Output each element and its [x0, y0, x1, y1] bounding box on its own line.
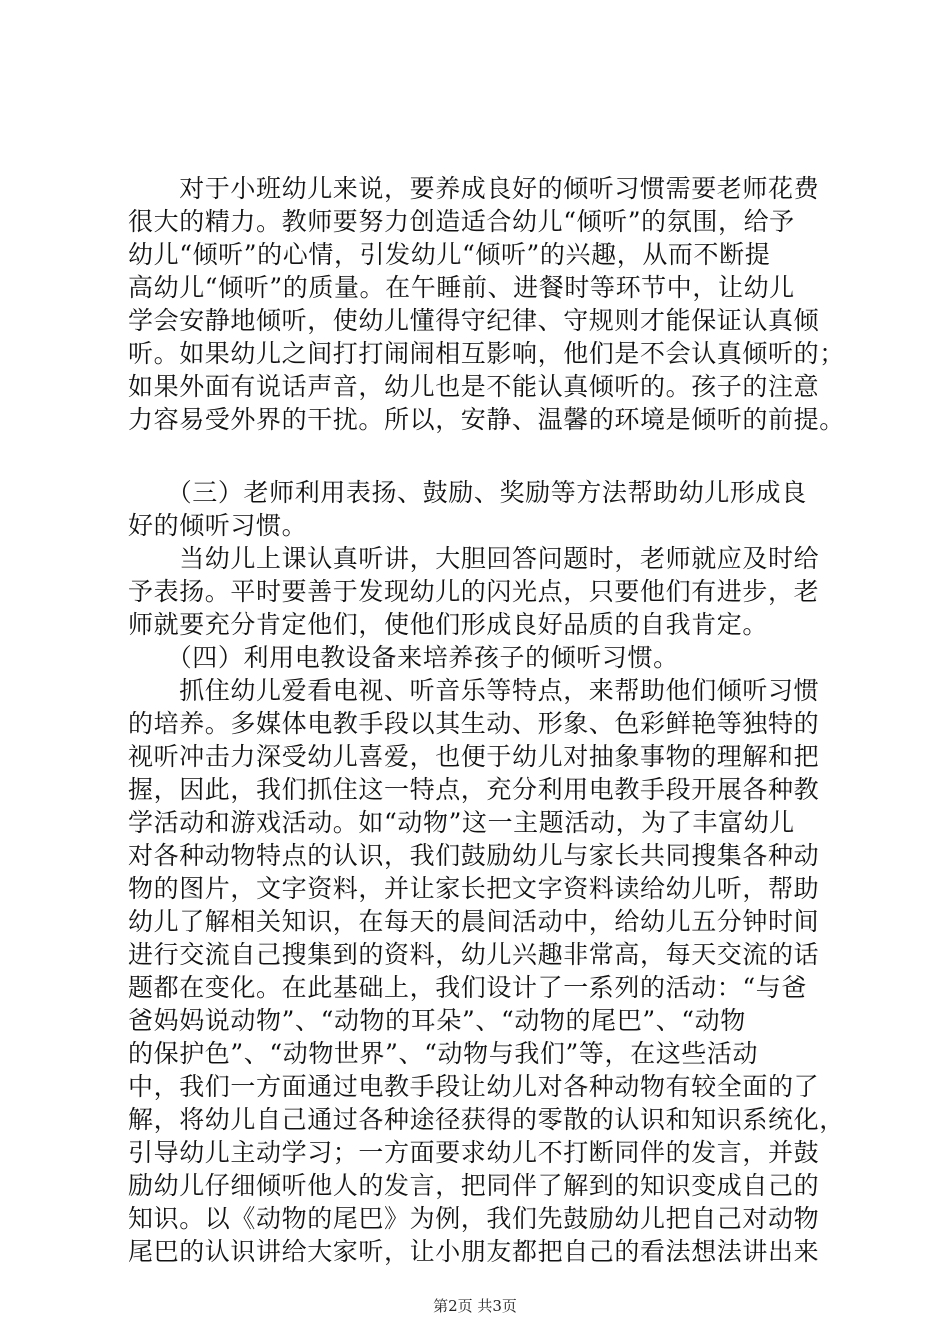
text-line: 师就要充分肯定他们，使他们形成良好品质的自我肯定。: [128, 610, 769, 639]
text-line: 幼儿“倾听”的心情，引发幼儿“倾听”的兴趣，从而不断提: [128, 240, 771, 269]
text-line: 知识。以《动物的尾巴》为例，我们先鼓励幼儿把自己对动物: [128, 1204, 820, 1233]
text-line: 引导幼儿主动学习；一方面要求幼儿不打断同伴的发言，并鼓: [128, 1138, 820, 1167]
text-line: 题都在变化。在此基础上，我们设计了一系列的活动：“与爸: [128, 973, 807, 1002]
text-line: 当幼儿上课认真听讲，大胆回答问题时，老师就应及时给: [128, 544, 820, 573]
text-line: 幼儿了解相关知识，在每天的晨间活动中，给幼儿五分钟时间: [128, 907, 820, 936]
text-line: 抓住幼儿爱看电视、听音乐等特点，来帮助他们倾听习惯: [128, 676, 820, 705]
text-line: 解，将幼儿自己通过各种途径获得的零散的认识和知识系统化，: [128, 1105, 845, 1134]
text-line: 学会安静地倾听，使幼儿懂得守纪律、守规则才能保证认真倾: [128, 306, 820, 335]
text-line: 很大的精力。教师要努力创造适合幼儿“倾听”的氛围，给予: [128, 207, 795, 236]
text-line: 的培养。多媒体电教手段以其生动、形象、色彩鲜艳等独特的: [128, 709, 820, 738]
text-line: 高幼儿“倾听”的质量。在午睡前、进餐时等环节中，让幼儿: [128, 273, 795, 302]
text-line: 进行交流自己搜集到的资料，幼儿兴趣非常高，每天交流的话: [128, 940, 820, 969]
text-line: 予表扬。平时要善于发现幼儿的闪光点，只要他们有进步，老: [128, 577, 820, 606]
text-line: 对各种动物特点的认识，我们鼓励幼儿与家长共同搜集各种动: [128, 841, 820, 870]
text-line: 的保护色”、“动物世界”、“动物与我们”等，在这些活动: [128, 1039, 759, 1068]
text-line: 视听冲击力深受幼儿喜爱，也便于幼儿对抽象事物的理解和把: [128, 742, 820, 771]
text-line: 励幼儿仔细倾听他人的发言，把同伴了解到的知识变成自己的: [128, 1171, 820, 1200]
text-line: （四）利用电教设备来培养孩子的倾听习惯。: [128, 643, 679, 672]
document-body: [128, 172, 845, 1268]
paragraph-gap: [128, 436, 840, 476]
text-line: 好的倾听习惯。: [128, 511, 308, 540]
text-line: 学活动和游戏活动。如“动物”这一主题活动，为了丰富幼儿: [128, 808, 795, 837]
text-line: （三）老师利用表扬、鼓励、奖励等方法帮助幼儿形成良: [128, 478, 807, 507]
text-line: 尾巴的认识讲给大家听，让小朋友都把自己的看法想法讲出来: [128, 1237, 820, 1266]
text-line: 如果外面有说话声音，幼儿也是不能认真倾听的。孩子的注意: [128, 372, 820, 401]
text-line: 听。如果幼儿之间打打闹闹相互影响，他们是不会认真倾听的；: [128, 339, 845, 368]
text-line: 力容易受外界的干扰。所以，安静、温馨的环境是倾听的前提。: [128, 405, 845, 434]
text-line: 爸妈妈说动物”、“动物的耳朵”、“动物的尾巴”、“动物: [128, 1006, 746, 1035]
text-line: 握，因此，我们抓住这一特点，充分利用电教手段开展各种教: [128, 775, 820, 804]
text-line: 对于小班幼儿来说，要养成良好的倾听习惯需要老师花费: [128, 174, 820, 203]
text-line: 中，我们一方面通过电教手段让幼儿对各种动物有较全面的了: [128, 1072, 820, 1101]
page-footer: 第2页 共3页: [433, 1297, 517, 1315]
text-line: 物的图片，文字资料，并让家长把文字资料读给幼儿听，帮助: [128, 874, 820, 903]
